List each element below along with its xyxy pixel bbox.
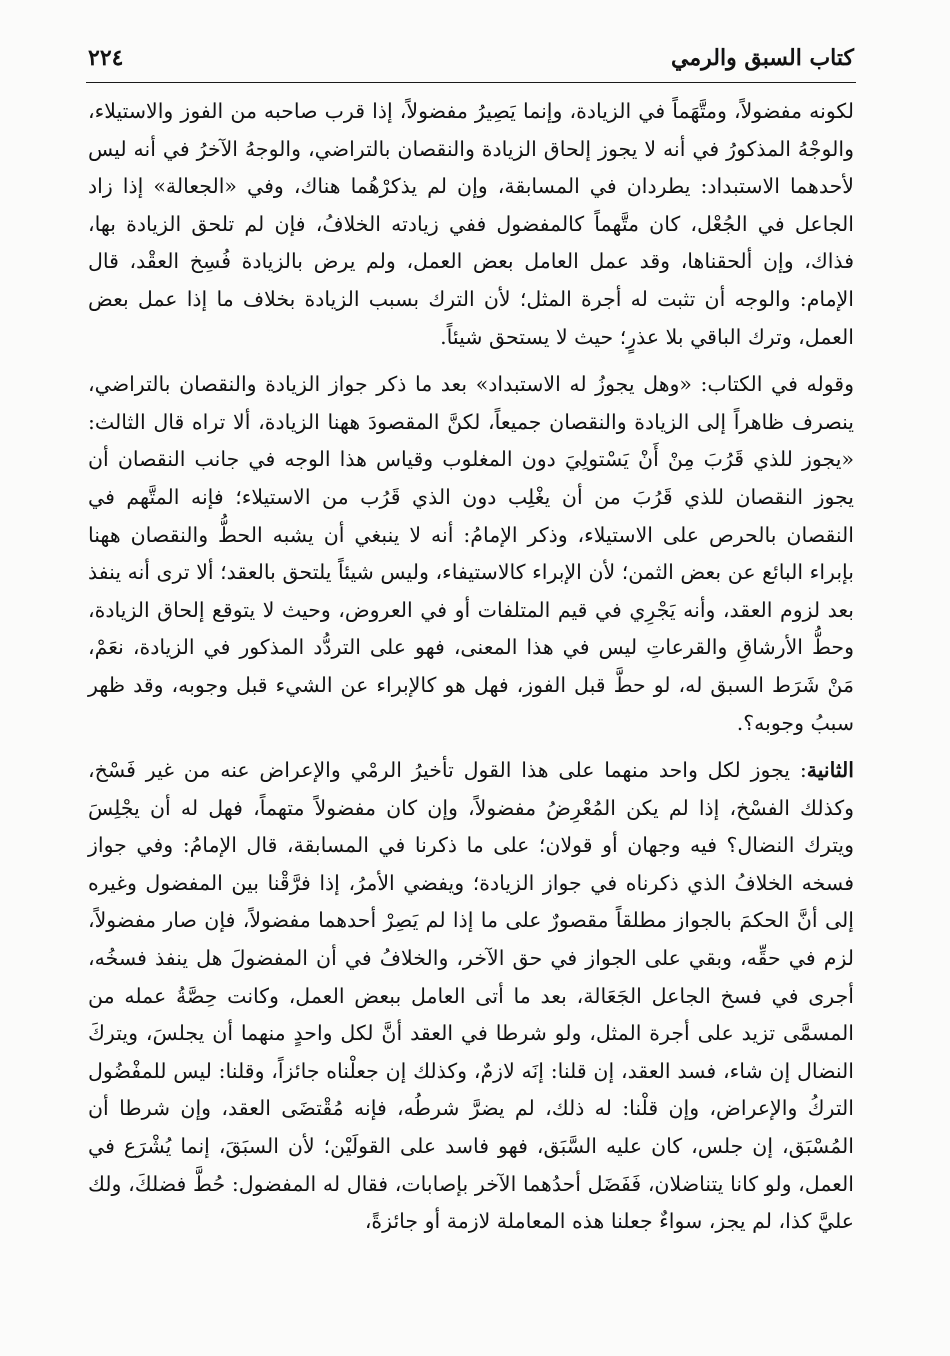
page-number: ٢٢٤: [88, 45, 124, 71]
paragraph-text: لكونه مفضولاً، ومتَّهَماً في الزيادة، وإنما يَصِيرُ مفضولاً، إذا قرب صاحبه من الفوز والاستيلاء، والوجْهُ المذكورُ في أنه لا يجوز إلحاق الزيادة والنقصان بالتراضي، والوجهُ الآخرُ في أنه ليس لأحدهما الاستبداد: يطردان في المسابقة، وإن لم يذكرْهُما هناك، وفي «الجعالة» إذا زاد الجاعل في الجُعْل، كان متَّهماً كالمفضول ففي زيادته الخلافُ، فإن لم تلحق الزيادة بها، فذاك، وإن ألحقناها، وقد عمل العامل بعض العمل، ولم يرض بالزيادة فُسِخ العقْد، قال الإمام: والوجه أن تثبت له أجرة المثل؛ لأن الترك بسبب الزيادة بخلاف ما إذا عمل بعض العمل، وترك الباقي بلا عذرٍ؛ حيث لا يستحق شيئاً.: [88, 99, 854, 349]
page-header: [88, 38, 854, 78]
paragraph-text: : يجوز لكل واحد منهما على هذا القول تأخيرُ الرمْي والإعراض عنه من غير فَسْخ، وكذلك الفسْخ، إذا لم يكن المُعْرِضُ مفضولاً، وإن كان مفضولاً متهماً، فهل له أن يجْلِسَ ويترك النضال؟ فيه وجهان أو قولان؛ على ما ذكرنا في المسابقة، قال الإمامُ: وفي جواز فسخه الخلافُ الذي ذكرناه في جواز الزيادة؛ ويفضي الأمرُ، إذا فرَّقْنا بين المفضول وغيره إلى أنَّ الحكمَ بالجواز مطلقاً مقصورٌ على ما إذا لم يَصِرْ أحدهما مفضولاً، فإن صار مفضولاً، لزم في حقِّه، وبقي على الجواز في حق الآخر، والخلافُ في أن المفضولَ هل ينفذ فسخُه، أجرى في فسخ الجاعل الجَعَالة، بعد ما أتى العامل ببعض العمل، وكانت حِصَّةُ عمله من المسمَّى تزيد على أجرة المثل، ولو شرطا في العقد أنَّ لكل واحدٍ منهما أن يجلسَ، ويتركَ النضال إن شاء، فسد العقد، إن قلنا: إنَه لازمٌ، وكذلك إن جعلْناه جائزاً، وقلنا: ليس للمفْضُول التركُ والإعراض، وإن قلْنا: له ذلك، لم يضرَّ شرطُه، فإنه مُقْتضَى العقد، وإن شرطا أن المُسْبَق، إن جلس، كان عليه السَّبَق، فهو فاسد على القولَيْن؛ لأن السبَقَ، إنما يُشْرَع في العمل، ولو كانا يتناضلان، فَفَضَل أحدُهما الآخر بإصابات، فقال له المفضول: حُطَّ فضلكَ، ولك عليَّ كذا، لم يجز، سواءٌ جعلنا هذه المعاملة لازمة أو جائزةً،: [88, 758, 855, 1234]
running-title: كتاب السبق والرمي: [671, 45, 854, 71]
paragraph-1: [88, 93, 854, 356]
section-lead-word: الثانية: [806, 758, 854, 783]
paragraph-3: [88, 752, 854, 1241]
paragraph-text: وقوله في الكتاب: «وهل يجوزُ له الاستبداد» بعد ما ذكر جواز الزيادة والنقصان بالتراضي، ينصرف ظاهراً إلى الزيادة والنقصان جميعاً، لكنَّ المقصودَ ههنا الزيادة، ألا تراه قال الثالث: «يجوز للذي قَرُبَ مِنْ أَنْ يَسْتولِيَ دون المغلوب وقياس هذا الوجه في جانب النقصان أن يجوز النقصان للذي قَرُبَ من أن يغْلِب دون الذي قَرُب من الاستيلاء؛ فإنه المتَّهم في النقصان بالحرص على الاستيلاء، وذكر الإمامُ: أنه لا ينبغي أن يشبه الحطُّ والنقصان ههنا بإبراء البائع عن بعض الثمن؛ لأن الإبراء كالاستيفاء، وليس شيئاً يلتحق بالعقد؛ ألا ترى أنه ينفذ بعد لزوم العقد، وأنه يَجْرِي في قيم المتلفات أو في العروض، وحيث لا يتوقع إلحاق الزيادة، وحطُّ الأرشاقِ والقرعاتِ ليس في هذا المعنى، فهو على التردُّد المذكور في الزيادة، نعَمْ، مَنْ شَرَط السبق له، لو حطَّ قبل الفوز، فهل هو كالإبراء عن الشيء قبل وجوبه، وقد ظهر سببُ وجوبه؟.: [88, 372, 854, 735]
header-rule: [86, 82, 856, 83]
page-body: [88, 93, 854, 1241]
paragraph-2: [88, 366, 854, 742]
